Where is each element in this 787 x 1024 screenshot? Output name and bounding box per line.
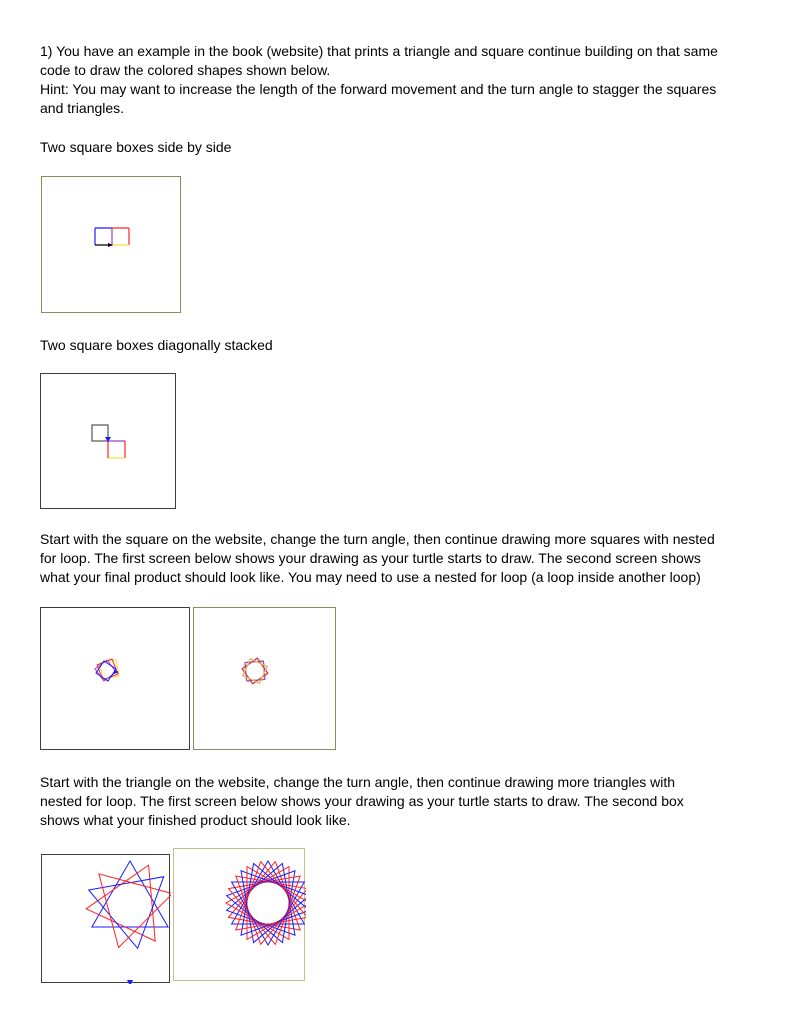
instructions-intro	[40, 42, 760, 118]
turtle-canvas-triangles-start	[41, 854, 170, 983]
triangles-line-3: shows what your finished product should look like.	[40, 812, 351, 828]
turtle-canvas-diagonal	[40, 373, 176, 509]
lower-square	[108, 441, 125, 458]
left-square	[95, 228, 112, 245]
squares-line-1: Start with the square on the website, change the turn angle, then continue drawing more squares with nested	[40, 531, 715, 547]
rotating-squares-final-drawing	[194, 608, 337, 751]
turtle-canvas-squares-start	[40, 607, 190, 750]
intro-line-3: Hint: You may want to increase the length of the forward movement and the turn angle to stagger the squares	[40, 81, 717, 97]
rotating-squares-start-drawing	[41, 608, 191, 751]
squares-line-2: for loop. The first screen below shows your drawing as your turtle starts to draw. The second screen shows	[40, 550, 701, 566]
triangles-line-1: Start with the triangle on the website, change the turn angle, then continue drawing more triangles with	[40, 774, 676, 790]
turtle-arrow-icon	[127, 980, 133, 984]
turtle-canvas-squares-final	[193, 607, 336, 750]
instructions-triangles	[40, 773, 760, 830]
diagonal-squares-drawing	[41, 374, 177, 510]
turtle-canvas-triangles-final	[173, 848, 305, 981]
right-square	[112, 228, 129, 245]
rotating-triangles-start-drawing	[42, 855, 171, 984]
rotating-triangles-final-drawing	[174, 849, 306, 982]
instructions-squares	[40, 530, 760, 587]
squares-line-3: what your final product should look like. You may need to use a nested for loop (a loop inside another loop)	[40, 569, 701, 585]
upper-square	[92, 425, 108, 441]
caption-side-by-side: Two square boxes side by side	[40, 139, 232, 155]
side-by-side-squares-drawing	[42, 177, 182, 314]
turtle-canvas-side-by-side	[41, 176, 181, 313]
intro-line-1: 1) You have an example in the book (website) that prints a triangle and square continue building on that same	[40, 43, 718, 59]
caption-diagonal: Two square boxes diagonally stacked	[40, 337, 273, 353]
intro-line-4: and triangles.	[40, 100, 125, 116]
intro-line-2: code to draw the colored shapes shown below.	[40, 62, 331, 78]
triangles-line-2: nested for loop. The first screen below shows your drawing as your turtle starts to draw. The second box	[40, 793, 684, 809]
